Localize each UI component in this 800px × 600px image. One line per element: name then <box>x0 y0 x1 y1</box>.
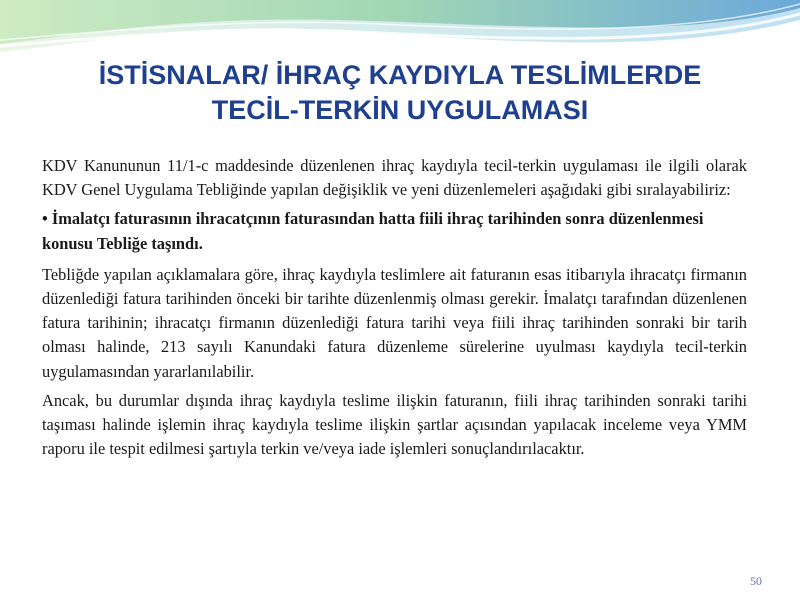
page-number: 50 <box>750 574 762 588</box>
slide-title-line-2: TECİL-TERKİN UYGULAMASI <box>211 95 589 125</box>
slide-body <box>42 154 747 466</box>
conclusion-paragraph: Ancak, bu durumlar dışında ihraç kaydıyla teslime ilişkin faturanın, fiili ihraç tarihinden sonraki tarihi taşıması halinde işlemin ihraç kaydıyla teslime ilişkin şartlar açısından yapılacak inceleme veya YMM raporu ile tespit edilmesi şartıyla terkin ve/veya iade işlemleri sonuçlandırılacaktır. <box>42 390 747 459</box>
header-wave-decoration <box>0 0 800 60</box>
intro-paragraph: KDV Kanununun 11/1-c maddesinde düzenlenen ihraç kaydıyla tecil-terkin uygulaması ile ilgili olarak KDV Genel Uygulama Tebliğinde yapılan değişiklik ve yeni düzenlemeleri aşağıdaki gibi sıralayabiliriz: <box>42 156 747 200</box>
slide-title-line-1: İSTİSNALAR/ İHRAÇ KAYDIYLA TESLİMLERDE <box>98 60 702 90</box>
explanation-paragraph: Tebliğde yapılan açıklamalara göre, ihraç kaydıyla teslimlere ait faturanın esas itibarıyla ihracatçı firmanın düzenlediği fatura tarihinden önceki bir tarihte düzenlenmiş olması gerekir. İmalatçı tarafından düzenlenen fatura tarihinin; ihracatçı firmanın düzenlediği fatura tarihi veya fiili ihraç tarihinden sonraki bir tarih olması halinde, 213 sayılı Kanundaki fatura düzenleme sürelerine uyulması kaydıyla tecil-terkin uygulamasından yararlanılabilir. <box>42 264 747 381</box>
bullet-point: • İmalatçı faturasının ihracatçının faturasından hatta fiili ihraç tarihinden sonra düzenlenmesi konusu Tebliğe taşındı. <box>42 209 704 253</box>
slide-title <box>20 58 780 128</box>
